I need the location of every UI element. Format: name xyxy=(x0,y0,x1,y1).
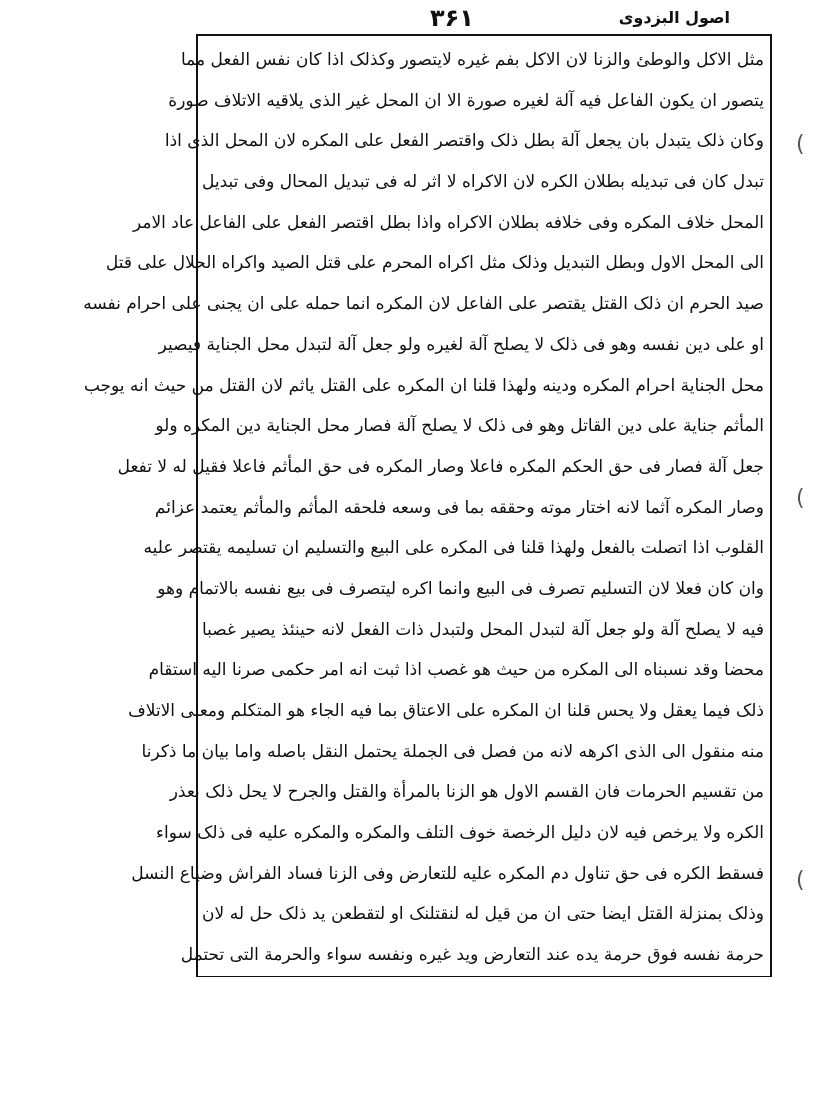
text-line: حرمة نفسه فوق حرمة یده عند التعارض وید غیره ونفسه سواء والحرمة التی تحتمل xyxy=(180,945,764,966)
text-body xyxy=(83,40,768,976)
text-line: وکان ذلک یتبدل بان یجعل آلة بطل ذلک واقتصر الفعل علی المکره لان المحل الذی اذا xyxy=(164,131,764,152)
margin-mark: ( xyxy=(796,132,805,157)
margin-mark: ( xyxy=(796,868,805,893)
text-line: یتصور ان یکون الفاعل فیه آلة لغیره صورة الا ان المحل غیر الذی یلاقیه الاتلاف صورة xyxy=(168,90,764,111)
text-line: وان کان فعلا لان التسلیم تصرف فی البیع وانما اکره لیتصرف فی بیع نفسه بالاتمام وهو xyxy=(157,578,764,599)
text-line: الی المحل الاول وبطل التبدیل وذلک مثل اکراه المحرم علی قتل الصید واکراه الحلال علی قتل xyxy=(105,253,764,274)
text-line: تبدل کان فی تبدیله بطلان الکره لان الاکراه لا اثر له فی تبدیل المحال وفی تبدیل xyxy=(202,172,764,193)
text-line: المحل خلاف المکره وفی خلافه بطلان الاکراه واذا بطل اقتصر الفعل علی الفاعل عاد الامر xyxy=(132,212,764,233)
text-line: المأثم جنایة علی دین القاتل وهو فی ذلک لا یصلح آلة فصار محل الجنایة دین المکره ولو xyxy=(155,416,764,437)
text-line: محل الجنایة احرام المکره ودینه ولهذا قلنا ان المکره علی القتل یاثم لان القتل من حیث انه یوجب xyxy=(83,375,764,396)
text-line: وذلک بمنزلة القتل ایضا حتی ان من قیل له لنقتلنک او لتقطعن ید ذلک حل له لان xyxy=(202,904,764,925)
page-number: ۳۶۱ xyxy=(430,4,474,32)
text-line: جعل آلة فصار فی حق الحکم المکره فاعلا وصار المکره فی حق المأثم فاعلا فقیل له لا تفعل xyxy=(117,456,764,477)
text-line: من تقسیم الحرمات فان القسم الاول هو الزنا بالمرأة والقتل والجرح لا یحل ذلک بعذر xyxy=(169,782,764,803)
text-line: الکره ولا یرخص فیه لان دلیل الرخصة خوف التلف والمکره والمکره علیه فی ذلک سواء xyxy=(156,823,764,844)
book-title: اصول البزدوی xyxy=(618,8,730,27)
text-line: ذلک فیما یعقل ولا یحس قلنا ان المکره علی الاعتاق بما فیه الجاء هو المتکلم ومعنی الاتلاف xyxy=(128,701,764,721)
margin-mark: ( xyxy=(796,486,805,511)
text-line: محضا وقد نسبناه الی المکره من حیث هو غصب اذا ثبت انه امر حکمی صرنا الیه استقام xyxy=(148,660,764,681)
text-line: القلوب اذا اتصلت بالفعل ولهذا قلنا فی المکره علی البیع والتسلیم ان تسلیمه یقتصر علیه xyxy=(143,538,764,559)
text-line: مثل الاکل والوطئ والزنا لان الاکل بفم غیره لایتصور وکذلک اذا کان نفس الفعل مما xyxy=(180,50,764,70)
text-line: وصار المکره آثما لانه اختار موته وحققه بما فی وسعه فلحقه المأثم والمأثم یعتمد عزائم xyxy=(154,497,764,518)
text-line: فسقط الکره فی حق تناول دم المکره علیه للتعارض وفی الزنا فساد الفراش وضیاع النسل xyxy=(131,863,764,884)
text-line: فیه لا یصلح آلة ولو جعل آلة لتبدل المحل ولتبدل ذات الفعل لانه حینئذ یصیر غصبا xyxy=(202,619,764,640)
text-line: منه منقول الی الذی اکرهه لانه من فصل فی الجملة یحتمل النقل باصله واما بیان ما ذکرنا xyxy=(141,741,764,762)
text-line: صید الحرم ان ذلک القتل یقتصر علی الفاعل لان المکره انما حمله علی ان یجنی علی احرام نفسه xyxy=(83,294,764,315)
text-line: او علی دین نفسه وهو فی ذلک لا یصلح آلة لغیره ولو جعل آلة لتبدل محل الجنایة فیصیر xyxy=(158,334,764,355)
